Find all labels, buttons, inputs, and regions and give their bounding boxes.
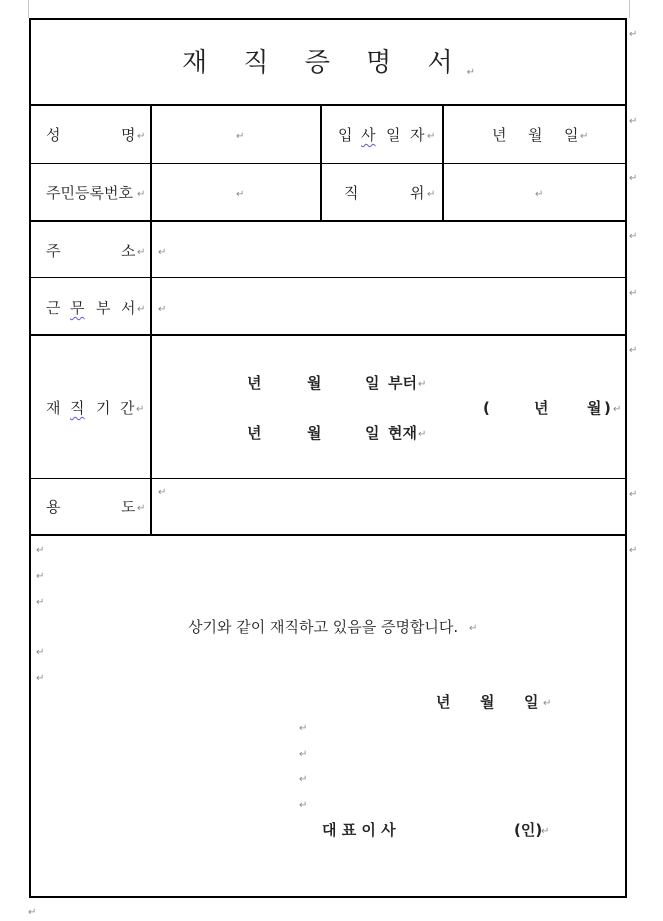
hire-date-label-char-1: 입 [338,126,353,144]
hire-date-label-char-3: 일 [386,126,401,144]
period-label-char-1: 재 [46,399,61,417]
page-margin-guide-left [28,0,29,18]
period-to-suffix: 현재 [388,424,417,442]
empty-paragraph: ↵ [299,723,308,734]
empty-paragraph: ↵ [299,800,308,811]
period-from-suffix: 부터 [388,374,417,392]
paragraph-mark: ↵ [629,173,638,184]
row-divider-title [29,104,627,106]
address-label-char-1: 주 [46,242,61,260]
row-divider-address [29,277,627,278]
issue-date-year[interactable]: 년 [436,693,451,711]
period-label-char-3: 기 [96,399,111,417]
paragraph-mark: ↵ [469,623,478,634]
empty-paragraph: ↵ [36,647,45,658]
resident-no-label: 주민등록번호 [46,184,133,202]
paragraph-mark: ↵ [28,907,37,918]
paragraph-mark: ↵ [629,231,638,242]
issue-date-day[interactable]: 일 [524,693,539,711]
hire-date-day[interactable]: 일 [564,126,579,144]
empty-paragraph: ↵ [299,749,308,760]
department-label-char-3: 부 [96,299,111,317]
paragraph-mark: ↵ [136,404,145,415]
purpose-value-field[interactable]: ↵ [158,487,167,498]
address-label-char-2: 소 [121,242,136,260]
position-label-char-1: 직 [344,184,359,202]
hire-date-label-char-4: 자 [410,126,425,144]
paragraph-mark: ↵ [137,189,146,200]
paragraph-mark: ↵ [629,345,638,356]
empty-paragraph: ↵ [299,774,308,785]
column-divider-mid [320,105,322,221]
empty-paragraph: ↵ [36,545,45,556]
paragraph-mark: ↵ [418,429,427,440]
resident-no-value-field[interactable]: ↵ [236,189,245,200]
paragraph-mark: ↵ [543,698,552,709]
paragraph-mark: ↵ [629,116,638,127]
issue-date-month[interactable]: 월 [480,693,495,711]
paragraph-mark: ↵ [580,131,589,142]
document-title-text: 재 직 증 명 서 [181,48,467,78]
paragraph-mark: ↵ [427,131,436,142]
paragraph-mark: ↵ [541,826,550,837]
paragraph-mark: ↵ [137,131,146,142]
paragraph-mark: ↵ [629,29,638,40]
certificate-frame [29,18,627,898]
row-divider-resident [29,220,627,222]
department-label-char-1: 근 [46,299,61,317]
row-divider-department [29,334,627,336]
empty-paragraph: ↵ [36,571,45,582]
paragraph-mark: ↵ [629,288,638,299]
period-label-char-4: 간 [120,399,135,417]
period-from-month[interactable]: 월 [307,374,322,392]
paragraph-mark: ↵ [137,247,146,258]
paragraph-mark: ↵ [137,304,146,315]
paragraph-mark: ↵ [137,503,146,514]
period-from-day[interactable]: 일 [365,374,380,392]
paragraph-mark: ↵ [629,545,638,556]
position-label-char-2: 위 [410,184,425,202]
name-label-char-1: 성 [46,126,61,144]
paragraph-mark: ↵ [418,379,427,390]
empty-paragraph: ↵ [36,597,45,608]
address-value-field[interactable]: ↵ [158,247,167,258]
department-value-field[interactable]: ↵ [158,304,167,315]
signer-title: 대 표 이 사 [322,821,396,839]
period-to-day[interactable]: 일 [365,424,380,442]
name-value-field[interactable]: ↵ [236,131,245,142]
period-to-year[interactable]: 년 [247,424,262,442]
period-total-month[interactable]: 월 [587,399,602,417]
position-value-field[interactable]: ↵ [535,189,544,200]
period-total-close-paren: ) [604,399,611,417]
purpose-label-char-2: 도 [121,498,136,516]
period-to-month[interactable]: 월 [307,424,322,442]
hire-date-label-char-2: 사 [361,126,376,144]
paragraph-mark: ↵ [466,67,476,78]
page-margin-guide-right [629,0,630,18]
column-divider-hire [442,105,444,221]
empty-paragraph: ↵ [36,673,45,684]
paragraph-mark: ↵ [613,404,622,415]
department-label-char-4: 서 [121,299,136,317]
document-title [30,48,627,78]
period-from-year[interactable]: 년 [247,374,262,392]
period-total-open-paren: ( [483,399,490,417]
department-label-char-2: 무 [70,299,85,317]
purpose-label-char-1: 용 [46,498,61,516]
seal-placeholder[interactable]: (인) [514,821,543,839]
hire-date-year[interactable]: 년 [492,126,507,144]
column-divider-label [150,105,152,535]
paragraph-mark: ↵ [427,189,436,200]
name-label-char-2: 명 [121,126,136,144]
period-label-char-2: 직 [70,399,85,417]
row-divider-name [29,163,627,164]
hire-date-month[interactable]: 월 [528,126,543,144]
row-divider-period [29,478,627,479]
row-divider-purpose [29,534,627,536]
paragraph-mark: ↵ [629,489,638,500]
period-total-year[interactable]: 년 [534,399,549,417]
certification-statement: 상기와 같이 재직하고 있음을 증명합니다. [188,618,459,636]
